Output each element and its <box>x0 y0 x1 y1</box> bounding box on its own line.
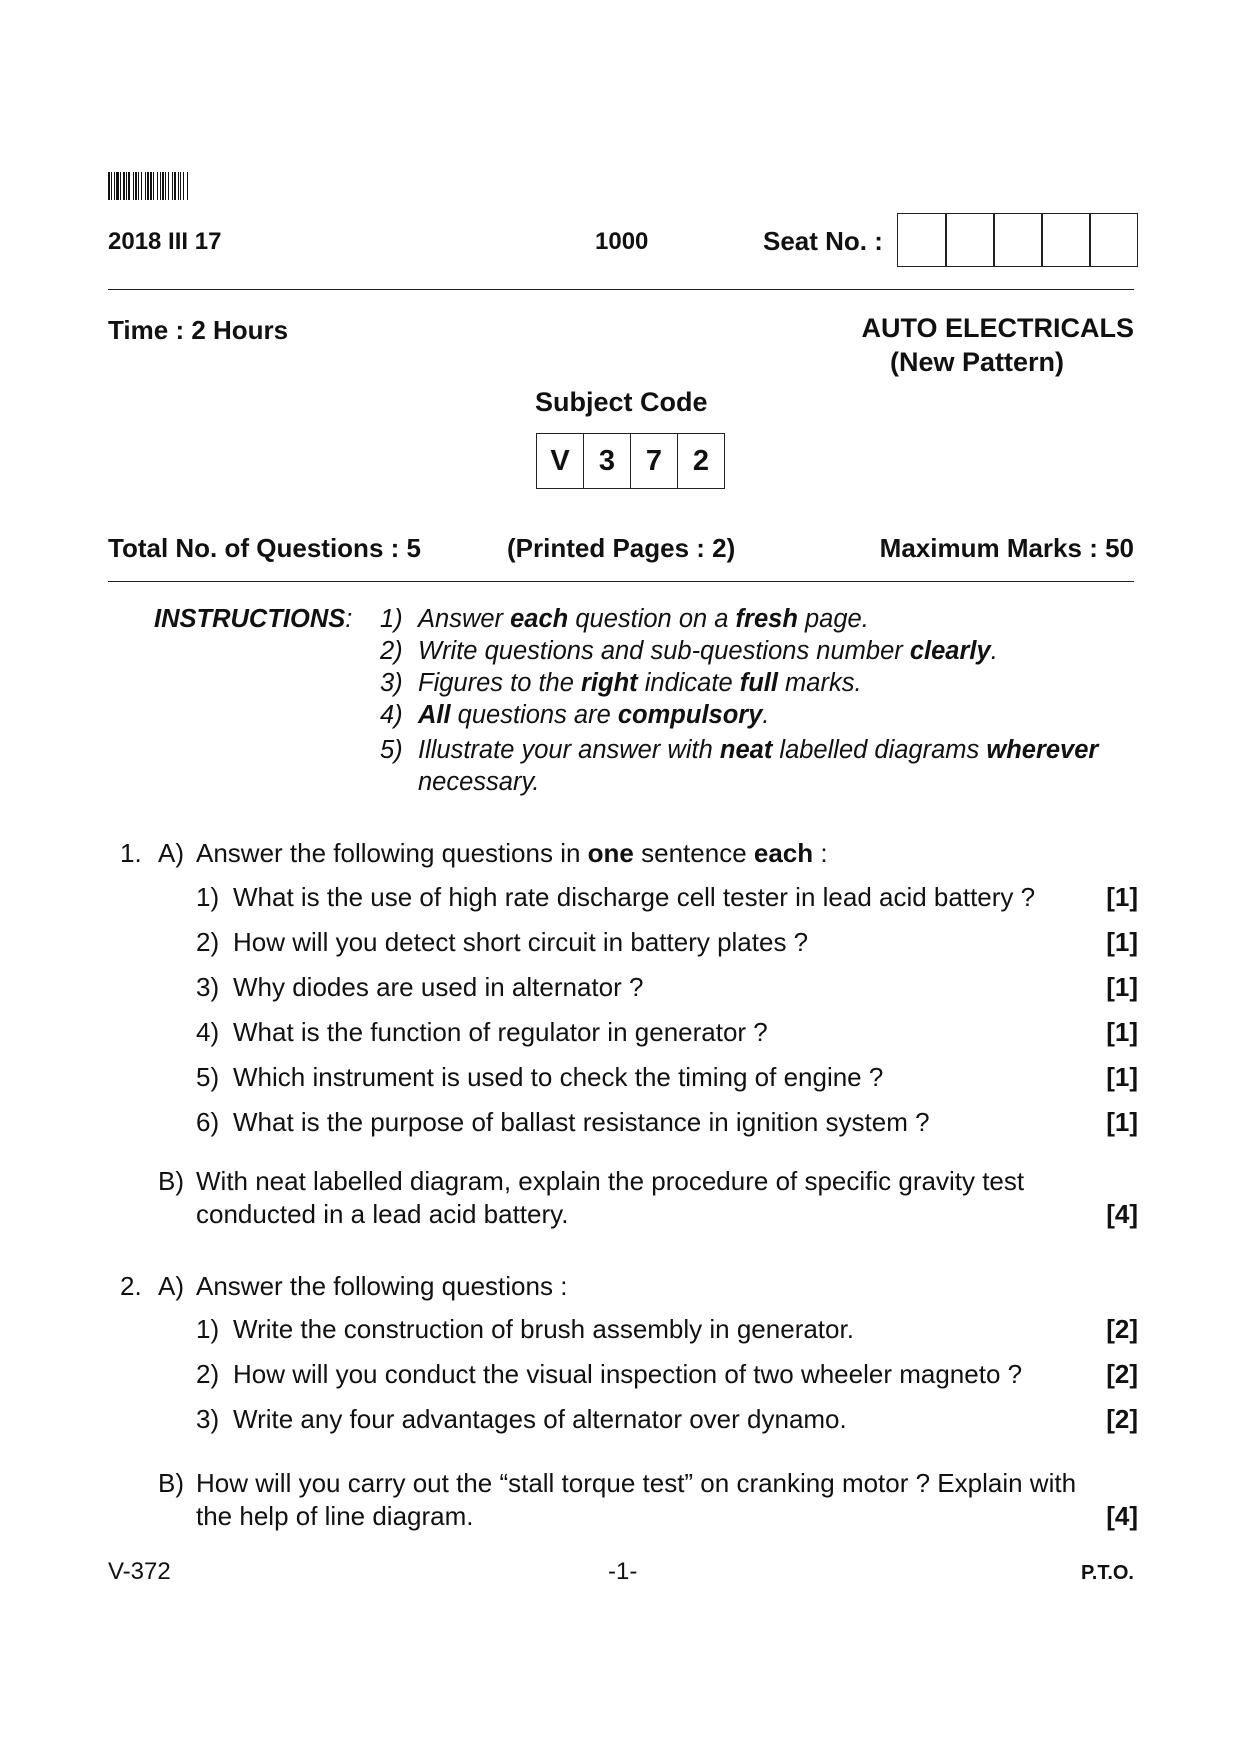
instruction-fragment: . <box>990 637 998 665</box>
divider <box>108 581 1134 582</box>
instruction-fragment: labelled diagrams <box>772 736 987 764</box>
seat-box[interactable] <box>897 213 947 267</box>
subject-code-char: 2 <box>677 433 725 489</box>
subquestion-text: How will you conduct the visual inspection of two wheeler magneto ? <box>233 1359 1023 1389</box>
emphasis-text: compulsory <box>617 701 763 729</box>
question-fragment: : <box>813 838 828 868</box>
subquestion-text: What is the function of regulator in generator ? <box>233 1017 768 1047</box>
emphasis-text: right <box>581 669 638 697</box>
subquestion-number: 1) <box>196 1314 220 1344</box>
subquestion-number: 4) <box>196 1017 220 1047</box>
question-number: 2. <box>120 1271 142 1301</box>
marks-badge: [4] <box>1106 1501 1138 1531</box>
instruction-fragment: . <box>762 701 770 729</box>
printed-pages: (Printed Pages : 2) <box>507 533 736 563</box>
instruction-number: 3) <box>380 669 403 697</box>
subquestion-number: 2) <box>196 927 220 957</box>
subquestion-text: Write any four advantages of alternator over dynamo. <box>233 1404 847 1434</box>
question-2a-text: Answer the following questions : <box>196 1271 568 1301</box>
instructions-label: INSTRUCTIONS <box>154 605 346 633</box>
question-fragment: sentence <box>633 838 754 868</box>
seat-box[interactable] <box>1089 213 1138 267</box>
instruction-text <box>418 669 862 698</box>
marks-badge: [2] <box>1106 1359 1138 1389</box>
subject-code-char: 7 <box>630 433 678 489</box>
marks-badge: [4] <box>1106 1199 1138 1229</box>
subquestion-text: Why diodes are used in alternator ? <box>233 972 644 1002</box>
emphasis-text: fresh <box>735 605 798 633</box>
marks-badge: [1] <box>1106 1062 1138 1092</box>
instruction-fragment: Illustrate your answer with <box>418 736 720 764</box>
instruction-text <box>418 605 869 634</box>
marks-badge: [2] <box>1106 1404 1138 1434</box>
time-allowed: Time : 2 Hours <box>108 315 289 345</box>
instruction-number: 1) <box>380 605 403 633</box>
seat-box[interactable] <box>945 213 995 267</box>
page-number: -1- <box>608 1558 638 1585</box>
marks-badge: [1] <box>1106 1107 1138 1137</box>
subject-code-char: V <box>536 433 584 489</box>
subquestion-number: 3) <box>196 1404 220 1434</box>
subquestion-number: 1) <box>196 882 220 912</box>
exam-code: 2018 III 17 <box>108 228 222 255</box>
question-1b-line: conducted in a lead acid battery. <box>196 1199 569 1229</box>
subject-title: AUTO ELECTRICALS <box>861 313 1134 343</box>
instruction-fragment: questions are <box>450 701 618 729</box>
subject-code-label: Subject Code <box>535 387 708 417</box>
maximum-marks: Maximum Marks : 50 <box>879 533 1134 563</box>
marks-badge: [2] <box>1106 1314 1138 1344</box>
subquestion-text: Which instrument is used to check the timing of engine ? <box>233 1062 884 1092</box>
seat-label: Seat No. : <box>763 226 883 256</box>
subquestion-text: Write the construction of brush assembly in generator. <box>233 1314 854 1344</box>
total-questions: Total No. of Questions : 5 <box>108 533 421 563</box>
subject-code-char: 3 <box>583 433 631 489</box>
question-2b-line: the help of line diagram. <box>196 1501 474 1531</box>
emphasis-text: one <box>587 838 634 868</box>
instruction-text <box>418 736 1098 765</box>
question-fragment: Answer the following questions in <box>196 838 588 868</box>
part-label: A) <box>158 838 184 868</box>
instruction-number: 4) <box>380 701 403 729</box>
emphasis-text: All <box>418 701 451 729</box>
emphasis-text: wherever <box>986 736 1099 764</box>
instruction-number: 2) <box>380 637 403 665</box>
subquestion-number: 5) <box>196 1062 220 1092</box>
instruction-fragment: Answer <box>418 605 511 633</box>
instruction-continuation: necessary. <box>418 768 540 796</box>
subquestion-text: What is the purpose of ballast resistance in ignition system ? <box>233 1107 930 1137</box>
seat-box[interactable] <box>1041 213 1091 267</box>
marks-badge: [1] <box>1106 1017 1138 1047</box>
instruction-fragment: question on a <box>568 605 736 633</box>
question-1a-text <box>196 838 828 869</box>
question-2b-line: How will you carry out the “stall torque test” on cranking motor ? Explain with <box>196 1468 1077 1498</box>
instruction-fragment: Figures to the <box>418 669 581 697</box>
marks-badge: [1] <box>1106 882 1138 912</box>
subquestion-number: 2) <box>196 1359 220 1389</box>
instructions-colon: : <box>345 605 353 633</box>
pattern-label: (New Pattern) <box>890 347 1065 377</box>
instruction-number: 5) <box>380 736 403 764</box>
marks-badge: [1] <box>1106 927 1138 957</box>
subquestion-number: 3) <box>196 972 220 1002</box>
instruction-text <box>418 637 998 666</box>
seat-box[interactable] <box>993 213 1043 267</box>
part-label: A) <box>158 1271 184 1301</box>
instructions-heading <box>154 605 352 634</box>
instruction-fragment: marks. <box>777 669 862 697</box>
emphasis-text: neat <box>719 736 773 764</box>
subquestion-number: 6) <box>196 1107 220 1137</box>
part-label: B) <box>158 1468 184 1498</box>
barcode <box>108 172 250 200</box>
instruction-fragment: Write questions and sub-questions number <box>418 637 910 665</box>
subquestion-text: How will you detect short circuit in battery plates ? <box>233 927 809 957</box>
question-1b-line: With neat labelled diagram, explain the procedure of specific gravity test <box>196 1166 1025 1196</box>
instruction-text <box>418 701 770 730</box>
instruction-fragment: page. <box>797 605 869 633</box>
question-number: 1. <box>120 838 142 868</box>
emphasis-text: clearly <box>909 637 991 665</box>
divider <box>108 289 1134 290</box>
please-turn-over: P.T.O. <box>1081 1562 1134 1584</box>
paper-code: V-372 <box>108 1558 171 1585</box>
instruction-fragment: indicate <box>637 669 740 697</box>
emphasis-text: each <box>753 838 814 868</box>
marks-badge: [1] <box>1106 972 1138 1002</box>
emphasis-text: each <box>510 605 569 633</box>
emphasis-text: full <box>739 669 778 697</box>
subquestion-text: What is the use of high rate discharge cell tester in lead acid battery ? <box>233 882 1036 912</box>
part-label: B) <box>158 1166 184 1196</box>
copies-count: 1000 <box>595 228 649 255</box>
